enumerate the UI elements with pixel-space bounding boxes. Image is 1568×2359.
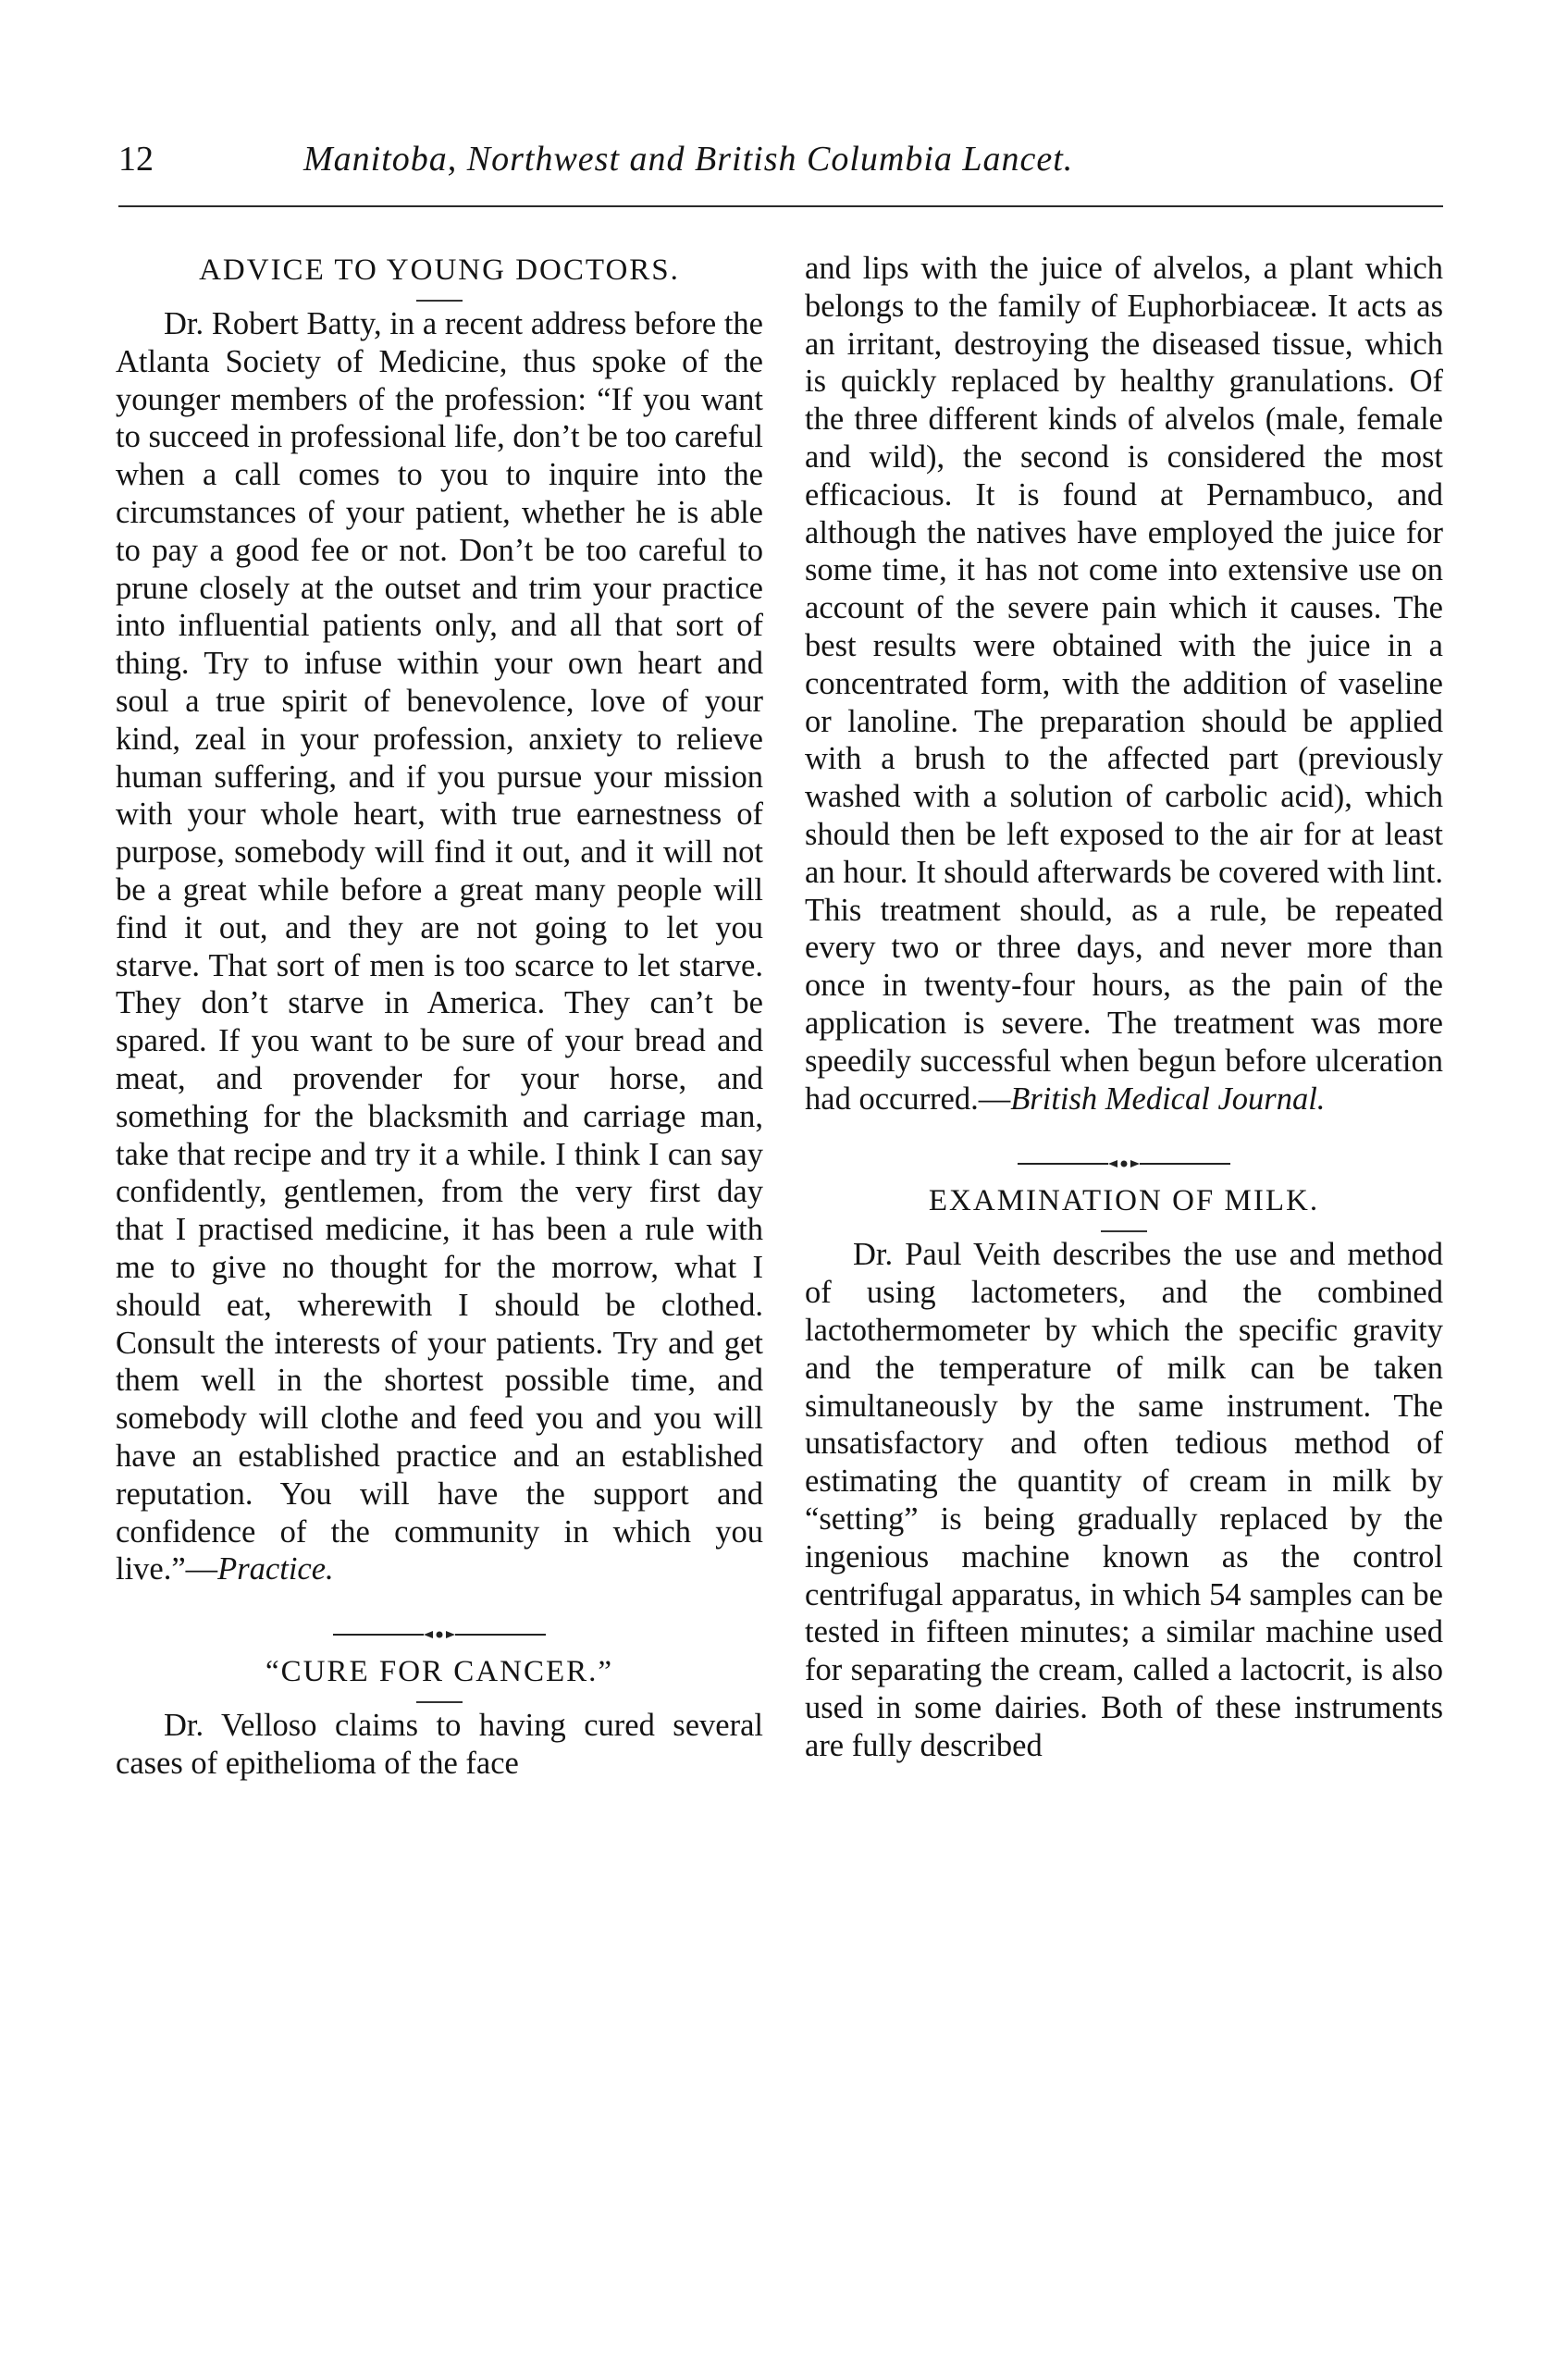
section-ornament: [805, 1142, 1443, 1160]
left-column: [116, 250, 763, 1783]
article-body-cancer-start: Dr. Velloso claims to having cured several cases of epithelioma of the face: [116, 1708, 763, 1781]
running-title: Manitoba, Northwest and British Columbia Lancet.: [303, 140, 1074, 179]
article-title-cancer: “CURE FOR CANCER.”: [265, 1655, 614, 1689]
title-rule: [416, 1701, 463, 1703]
advice-text: Dr. Robert Batty, in a recent address before the Atlanta Society of Medicine, thus spoke of the younger members of the profession: “If you want to succeed in professional life, don’t be too careful when a call comes to you to inquire into the circumstances of your patient, whether he is able to pay a good fee or not. Don’t be too careful to prune closely at the outset and trim your practice into influential patients only, and all that sort of thing. Try to infuse within your own heart and soul a true spirit of benevolence, love of your kind, zeal in your profession, anxiety to relieve human suffering, and if you pursue your mission with your whole heart, with true earnestness of purpose, somebody will find it out, and it will not be a great while before a great many people will find it out, and they are not going to let you starve. That sort of men is too scarce to let starve. They don’t starve in America. They can’t be spared. If you want to be sure of your bread and meat, and provender for your horse, and something for the blacksmith and carriage man, take that recipe and try it a while. I think I can say confidently, gentlemen, from the very first day that I practised medicine, it has been a rule with me to give no thought for the morrow, what I should eat, wherewith I should be clothed. Consult the interests of your patients. Try and get them well in the shortest possible time, and somebody will clothe and feed you and you will have an established practice and an established reputation. You will have the support and confidence of the community in which you live.”—: [116, 306, 763, 1587]
cancer-text: and lips with the juice of alvelos, a plant which belongs to the family of Euphorbiaceæ. It acts as an irritant, destroying the diseased tissue, which is quickly replaced by healthy granulations. Of the three different kinds of alvelos (male, female and wild), the second is considered the most efficacious. It is found at Pernambuco, and although the natives have employed the juice for some time, it has not come into extensive use on account of the severe pain which it causes. The best results were obtained with the juice in a concentrated form, with the addition of vaseline or lanoline. The preparation should be applied with a brush to the affected part (previously washed with a solution of carbolic acid), which should then be left exposed to the air for at least an hour. It should afterwards be covered with lint. This treatment should, as a rule, be repeated every two or three days, and never more than once in twenty-four hours, as the pain of the application is severe. The treatment was more speedily successful when begun before ulceration had occurred.—: [805, 251, 1443, 1117]
header-rule: [118, 205, 1443, 207]
article-title-milk: EXAMINATION OF MILK.: [928, 1184, 1320, 1218]
title-rule: [416, 300, 463, 302]
article-title-advice: ADVICE TO YOUNG DOCTORS.: [199, 253, 680, 287]
advice-citation: Practice.: [217, 1551, 334, 1587]
page-number: 12: [118, 140, 154, 179]
page-header: [118, 139, 1441, 204]
ornament-rule-icon: [333, 1628, 546, 1641]
cancer-citation: British Medical Journal.: [1010, 1081, 1326, 1117]
article-body-cancer-continued: [805, 250, 1443, 1118]
title-rule: [1101, 1230, 1147, 1232]
article-body-advice: [116, 305, 763, 1588]
ornament-rule-icon: [1018, 1157, 1230, 1170]
article-body-milk: Dr. Paul Veith describes the use and method of using lactometers, and the combined lactothermometer by which the specific gravity and the temperature of milk can be taken simultaneously by the same instrument. The unsatisfactory and often tedious method of estimating the quantity of cream in milk by “setting” is being gradually replaced by the ingenious machine known as the control centrifugal apparatus, in which 54 samples can be tested in fifteen minutes; a similar machine used for separating the cream, called a lactocrit, is also used in some dairies. Both of these instruments are fully described: [805, 1237, 1443, 1763]
section-ornament: [116, 1612, 763, 1631]
right-column: [805, 250, 1443, 1764]
